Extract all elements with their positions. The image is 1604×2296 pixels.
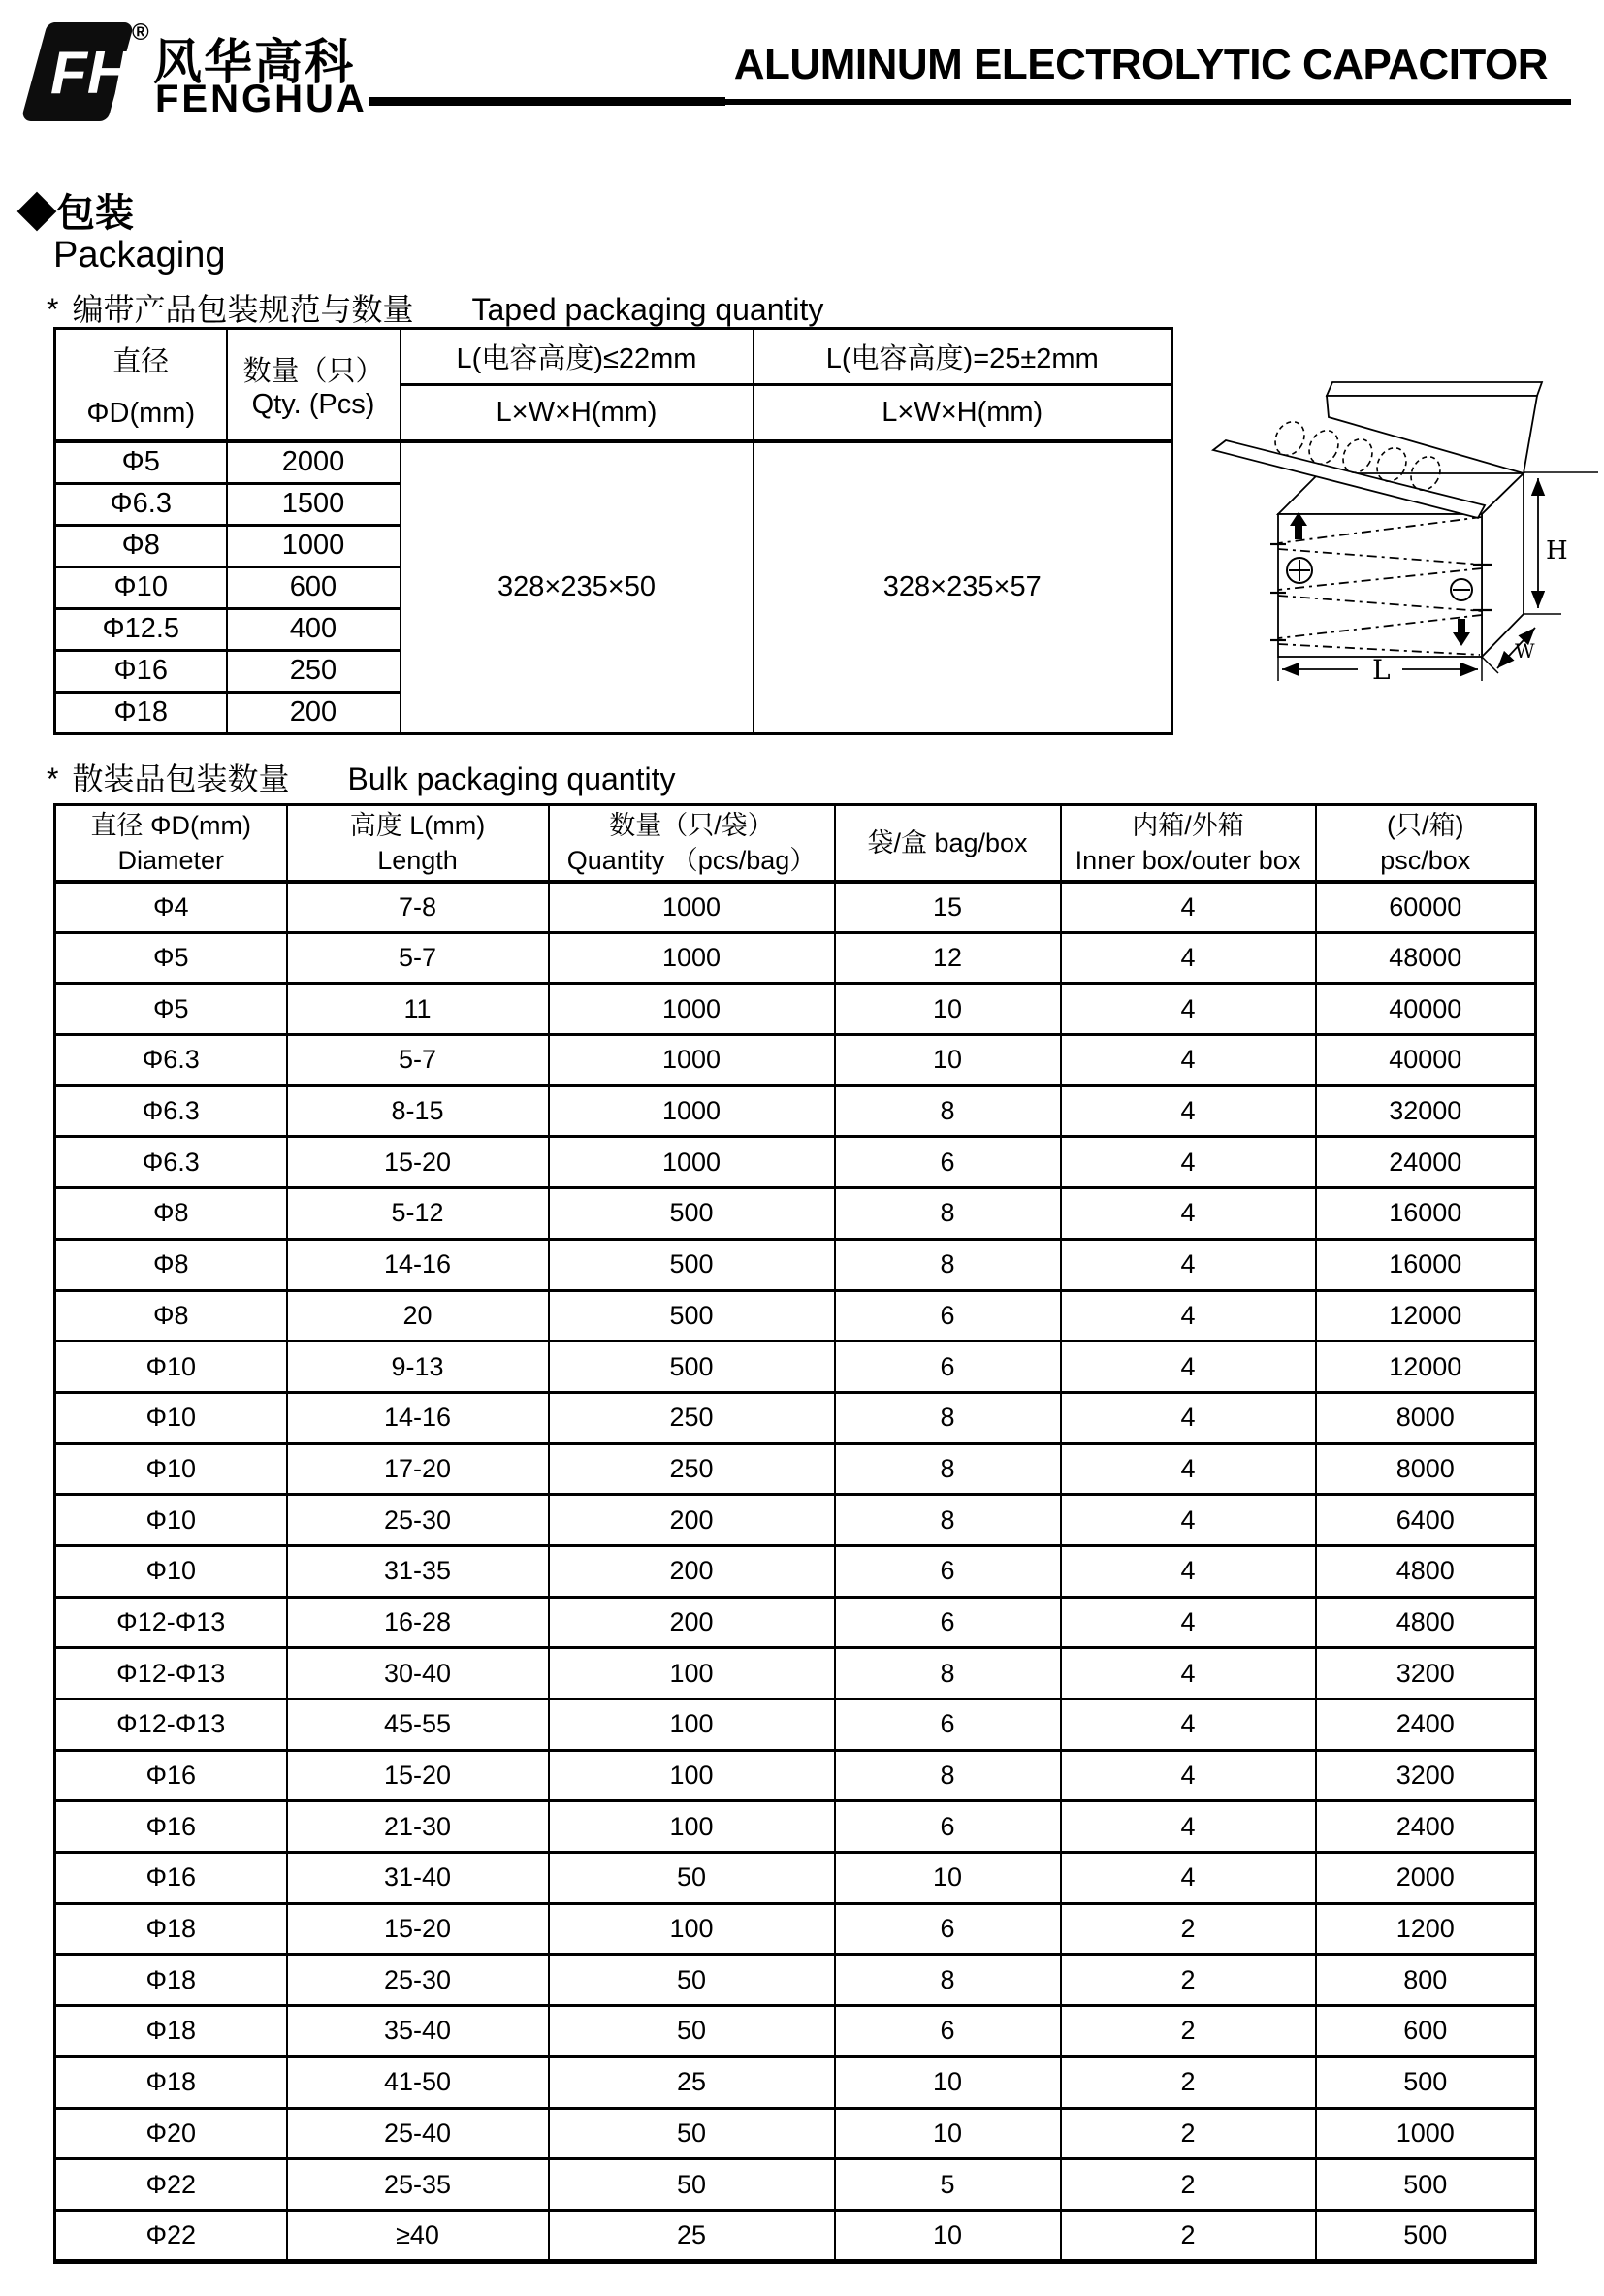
cell: 8 <box>835 1443 1061 1495</box>
cell: 5-7 <box>287 1035 549 1086</box>
header-diameter: 直径 ΦD(mm) Diameter <box>55 805 287 882</box>
cell: Φ10 <box>55 1495 287 1546</box>
cell: 8 <box>835 1750 1061 1801</box>
cell: 35-40 <box>287 2006 549 2057</box>
cell: 15 <box>835 882 1061 933</box>
cell: Φ16 <box>55 1750 287 1801</box>
header-qty <box>227 329 401 442</box>
tape-box-diagram <box>1181 320 1604 737</box>
taped-heading-en: Taped packaging quantity <box>471 292 824 327</box>
cell: Φ16 <box>55 1853 287 1904</box>
cell: Φ4 <box>55 882 287 933</box>
cell: Φ10 <box>55 1392 287 1443</box>
header-qty-en: Qty. (Pcs) <box>251 388 375 420</box>
cell: Φ12.5 <box>55 608 227 650</box>
cell: 400 <box>227 608 401 650</box>
cell: Φ8 <box>55 525 227 566</box>
cell: Φ16 <box>55 1801 287 1853</box>
table-row <box>55 441 1172 483</box>
cell: 5-12 <box>287 1188 549 1240</box>
cell: 500 <box>549 1342 835 1393</box>
cell: 10 <box>835 1035 1061 1086</box>
cell: 14-16 <box>287 1392 549 1443</box>
cell: 25-40 <box>287 2108 549 2159</box>
cell: 48000 <box>1316 932 1536 984</box>
header-bag-box: 袋/盒 bag/box <box>835 805 1061 882</box>
table-row <box>55 2056 1536 2108</box>
cell: 6 <box>835 1137 1061 1188</box>
cell: 5 <box>835 2159 1061 2211</box>
cell: 100 <box>549 1903 835 1955</box>
cell: 15-20 <box>287 1903 549 1955</box>
cell: 15-20 <box>287 1137 549 1188</box>
cell: 4 <box>1061 1597 1316 1648</box>
cell: 8-15 <box>287 1085 549 1137</box>
cell: 2400 <box>1316 1801 1536 1853</box>
bulk-packaging-table <box>53 803 1537 2264</box>
cell: 8000 <box>1316 1443 1536 1495</box>
cell: 24000 <box>1316 1137 1536 1188</box>
header-quantity: 数量（只/袋） Quantity （pcs/bag） <box>549 805 835 882</box>
cell: 4 <box>1061 1853 1316 1904</box>
cell: 45-55 <box>287 1699 549 1751</box>
table-row <box>55 1342 1536 1393</box>
cell: 4 <box>1061 1801 1316 1853</box>
bulk-heading-zh: 散装品包装数量 <box>72 761 290 796</box>
header-diameter-zh: 直径 <box>112 345 170 377</box>
cell: 4 <box>1061 1035 1316 1086</box>
cell: 2 <box>1061 2108 1316 2159</box>
cell: 4 <box>1061 1443 1316 1495</box>
cell: Φ8 <box>55 1188 287 1240</box>
bulk-heading-en: Bulk packaging quantity <box>347 761 676 796</box>
page-title: ALUMINUM ELECTROLYTIC CAPACITOR <box>733 41 1548 88</box>
cell: 8 <box>835 1085 1061 1137</box>
header-psc-box: (只/箱) psc/box <box>1316 805 1536 882</box>
cell: 4 <box>1061 1290 1316 1342</box>
cell: 8 <box>835 1955 1061 2006</box>
cell: 50 <box>549 2159 835 2211</box>
cell: 1500 <box>227 483 401 525</box>
cell: 100 <box>549 1801 835 1853</box>
cell: Φ6.3 <box>55 1035 287 1086</box>
cell-diameter: Φ5 <box>55 441 227 483</box>
cell: 10 <box>835 1853 1061 1904</box>
table-row <box>55 984 1536 1035</box>
cell: 4 <box>1061 1085 1316 1137</box>
cell: 9-13 <box>287 1342 549 1393</box>
cell: Φ10 <box>55 1443 287 1495</box>
cell: 1000 <box>549 1137 835 1188</box>
header-rule-right <box>722 99 1571 105</box>
cell: 500 <box>1316 2056 1536 2108</box>
header-lwh-1: L×W×H(mm) <box>401 384 754 441</box>
cell: Φ12-Φ13 <box>55 1699 287 1751</box>
cell: 500 <box>1316 2159 1536 2211</box>
cell: Φ10 <box>55 1545 287 1597</box>
cell: Φ8 <box>55 1290 287 1342</box>
cell: 2 <box>1061 2006 1316 2057</box>
cell: 1000 <box>1316 2108 1536 2159</box>
cell: 4 <box>1061 882 1316 933</box>
cell: 6 <box>835 1801 1061 1853</box>
cell: Φ18 <box>55 2006 287 2057</box>
cell: 4 <box>1061 1648 1316 1699</box>
cell: 800 <box>1316 1955 1536 2006</box>
cell: 4 <box>1061 1392 1316 1443</box>
cell: 6 <box>835 1597 1061 1648</box>
box-lid <box>1327 382 1542 396</box>
cell: 4 <box>1061 1699 1316 1751</box>
table-row <box>55 932 1536 984</box>
table-row <box>55 2210 1536 2261</box>
cell: 250 <box>227 650 401 692</box>
cell: Φ12-Φ13 <box>55 1648 287 1699</box>
logo-chinese-text: 风华高科 <box>153 35 355 89</box>
cell: 2 <box>1061 1955 1316 2006</box>
cell: Φ10 <box>55 1342 287 1393</box>
header-height-25pm2: L(电容高度)=25±2mm <box>754 329 1172 385</box>
cell: 4 <box>1061 932 1316 984</box>
cell: Φ6.3 <box>55 483 227 525</box>
cell: 7-8 <box>287 882 549 933</box>
table-row <box>55 1545 1536 1597</box>
cell: 4 <box>1061 1239 1316 1290</box>
cell: Φ6.3 <box>55 1137 287 1188</box>
cell: 6 <box>835 1342 1061 1393</box>
taped-heading-zh: 编带产品包装规范与数量 <box>72 292 414 327</box>
cell: 4800 <box>1316 1545 1536 1597</box>
cell: Φ22 <box>55 2210 287 2261</box>
bulk-packaging-heading <box>47 755 675 799</box>
table-row <box>55 1035 1536 1086</box>
cell: 40000 <box>1316 1035 1536 1086</box>
table-row <box>55 882 1536 933</box>
cell: Φ16 <box>55 650 227 692</box>
cell: 2 <box>1061 2159 1316 2211</box>
cell: 10 <box>835 984 1061 1035</box>
table-row <box>55 1903 1536 1955</box>
cell: 1000 <box>549 984 835 1035</box>
cell: 31-35 <box>287 1545 549 1597</box>
cell: 4 <box>1061 1495 1316 1546</box>
cell: 6 <box>835 2006 1061 2057</box>
cell: 4 <box>1061 1137 1316 1188</box>
header-inner-outer-box: 内箱/外箱 Inner box/outer box <box>1061 805 1316 882</box>
cell: 1200 <box>1316 1903 1536 1955</box>
cell: 4 <box>1061 1750 1316 1801</box>
cell: Φ6.3 <box>55 1085 287 1137</box>
header-qty-zh: 数量（只） <box>242 355 384 387</box>
cell: 30-40 <box>287 1648 549 1699</box>
table-row <box>55 1801 1536 1853</box>
cell: 500 <box>549 1188 835 1240</box>
cell: 4800 <box>1316 1597 1536 1648</box>
cell: 600 <box>1316 2006 1536 2057</box>
merged-box-size-25pm2: 328×235×57 <box>754 441 1172 733</box>
cell: Φ18 <box>55 1903 287 1955</box>
taped-packaging-table <box>53 327 1173 735</box>
cell: Φ5 <box>55 932 287 984</box>
cell: 10 <box>835 2108 1061 2159</box>
cell: 6400 <box>1316 1495 1536 1546</box>
taped-header-row-1 <box>55 329 1172 385</box>
cell: 10 <box>835 2056 1061 2108</box>
table-row <box>55 1495 1536 1546</box>
cell: 14-16 <box>287 1239 549 1290</box>
cell: 2400 <box>1316 1699 1536 1751</box>
cell: Φ18 <box>55 1955 287 2006</box>
cell: Φ5 <box>55 984 287 1035</box>
section-title-zh: ◆包装 <box>17 192 134 235</box>
h-dimension-label: H <box>1546 536 1568 566</box>
cell: 12000 <box>1316 1342 1536 1393</box>
bulk-header-row <box>55 805 1536 882</box>
cell: 200 <box>227 692 401 733</box>
table-row <box>55 1290 1536 1342</box>
cell: 25-30 <box>287 1495 549 1546</box>
cell: 25-30 <box>287 1955 549 2006</box>
cell: 50 <box>549 1853 835 1904</box>
logo-english-text: FENGHUA <box>155 78 368 120</box>
asterisk: * <box>47 761 59 796</box>
cell: Φ18 <box>55 2056 287 2108</box>
cell: 20 <box>287 1290 549 1342</box>
table-row <box>55 1648 1536 1699</box>
header-length: 高度 L(mm) Length <box>287 805 549 882</box>
cell: 25 <box>549 2210 835 2261</box>
cell: 100 <box>549 1750 835 1801</box>
cell: 1000 <box>549 932 835 984</box>
fenghua-logo-icon <box>21 19 136 122</box>
table-row <box>55 1137 1536 1188</box>
cell: 16000 <box>1316 1239 1536 1290</box>
table-row <box>55 2159 1536 2211</box>
cell-qty: 2000 <box>227 441 401 483</box>
l-dimension-label: L <box>1372 654 1391 686</box>
table-row <box>55 1239 1536 1290</box>
cell: 5-7 <box>287 932 549 984</box>
table-row <box>55 1188 1536 1240</box>
cell: 500 <box>1316 2210 1536 2261</box>
cell: 2000 <box>1316 1853 1536 1904</box>
cell: 4 <box>1061 1188 1316 1240</box>
cell: Φ10 <box>55 566 227 608</box>
cell: 8 <box>835 1392 1061 1443</box>
plus-polarity-icon <box>1287 558 1312 583</box>
cell: 15-20 <box>287 1750 549 1801</box>
header-diameter-en: ΦD(mm) <box>86 398 196 430</box>
cell: 100 <box>549 1699 835 1751</box>
cell: 8 <box>835 1495 1061 1546</box>
cell: 25 <box>549 2056 835 2108</box>
cell: 2 <box>1061 2056 1316 2108</box>
cell: 40000 <box>1316 984 1536 1035</box>
cell: 8000 <box>1316 1392 1536 1443</box>
cell: Φ12-Φ13 <box>55 1597 287 1648</box>
cell: 11 <box>287 984 549 1035</box>
registered-trademark-icon: ® <box>132 19 149 46</box>
header-rule-left <box>369 97 725 106</box>
taped-packaging-heading <box>47 285 823 330</box>
svg-text:FH: FH <box>50 40 131 107</box>
cell: 500 <box>549 1290 835 1342</box>
cell: 8 <box>835 1648 1061 1699</box>
cell: 500 <box>549 1239 835 1290</box>
cell: 12 <box>835 932 1061 984</box>
cell: 31-40 <box>287 1853 549 1904</box>
table-row <box>55 2108 1536 2159</box>
cell: 10 <box>835 2210 1061 2261</box>
cell: 17-20 <box>287 1443 549 1495</box>
table-row <box>55 1955 1536 2006</box>
cell: Φ18 <box>55 692 227 733</box>
cell: 250 <box>549 1443 835 1495</box>
cell: 4 <box>1061 1545 1316 1597</box>
cell: 8 <box>835 1188 1061 1240</box>
cell: 200 <box>549 1597 835 1648</box>
cell: 2 <box>1061 2210 1316 2261</box>
cell: 3200 <box>1316 1648 1536 1699</box>
cell: 4 <box>1061 984 1316 1035</box>
header-lwh-2: L×W×H(mm) <box>754 384 1172 441</box>
cell: Φ20 <box>55 2108 287 2159</box>
cell: Φ8 <box>55 1239 287 1290</box>
cell: 2 <box>1061 1903 1316 1955</box>
cell: 200 <box>549 1545 835 1597</box>
merged-box-size-le22: 328×235×50 <box>401 441 754 733</box>
cell: 6 <box>835 1545 1061 1597</box>
table-row <box>55 1853 1536 1904</box>
table-row <box>55 1443 1536 1495</box>
cell: 50 <box>549 2108 835 2159</box>
cell: 50 <box>549 2006 835 2057</box>
table-row <box>55 1750 1536 1801</box>
cell: 32000 <box>1316 1085 1536 1137</box>
asterisk: * <box>47 292 59 327</box>
cell: 41-50 <box>287 2056 549 2108</box>
cell: 100 <box>549 1648 835 1699</box>
cell: 3200 <box>1316 1750 1536 1801</box>
table-row <box>55 1085 1536 1137</box>
cell: 12000 <box>1316 1290 1536 1342</box>
table-row <box>55 1392 1536 1443</box>
cell: 16000 <box>1316 1188 1536 1240</box>
cell: 50 <box>549 1955 835 2006</box>
cell: 200 <box>549 1495 835 1546</box>
header-height-le22: L(电容高度)≤22mm <box>401 329 754 385</box>
cell: 250 <box>549 1392 835 1443</box>
cell: Φ22 <box>55 2159 287 2211</box>
cell: 1000 <box>549 882 835 933</box>
table-row <box>55 1699 1536 1751</box>
cell: ≥40 <box>287 2210 549 2261</box>
cell: 16-28 <box>287 1597 549 1648</box>
cell: 8 <box>835 1239 1061 1290</box>
section-title-en: Packaging <box>53 235 226 275</box>
cell: 1000 <box>227 525 401 566</box>
cell: 6 <box>835 1290 1061 1342</box>
cell: 6 <box>835 1903 1061 1955</box>
cell: 21-30 <box>287 1801 549 1853</box>
cell: 1000 <box>549 1035 835 1086</box>
table-row <box>55 2006 1536 2057</box>
cell: 1000 <box>549 1085 835 1137</box>
cell: 60000 <box>1316 882 1536 933</box>
cell: 4 <box>1061 1342 1316 1393</box>
header-diameter <box>55 329 227 442</box>
cell: 25-35 <box>287 2159 549 2211</box>
cell: 600 <box>227 566 401 608</box>
w-dimension-label: W <box>1515 639 1535 663</box>
cell: 6 <box>835 1699 1061 1751</box>
table-row <box>55 1597 1536 1648</box>
